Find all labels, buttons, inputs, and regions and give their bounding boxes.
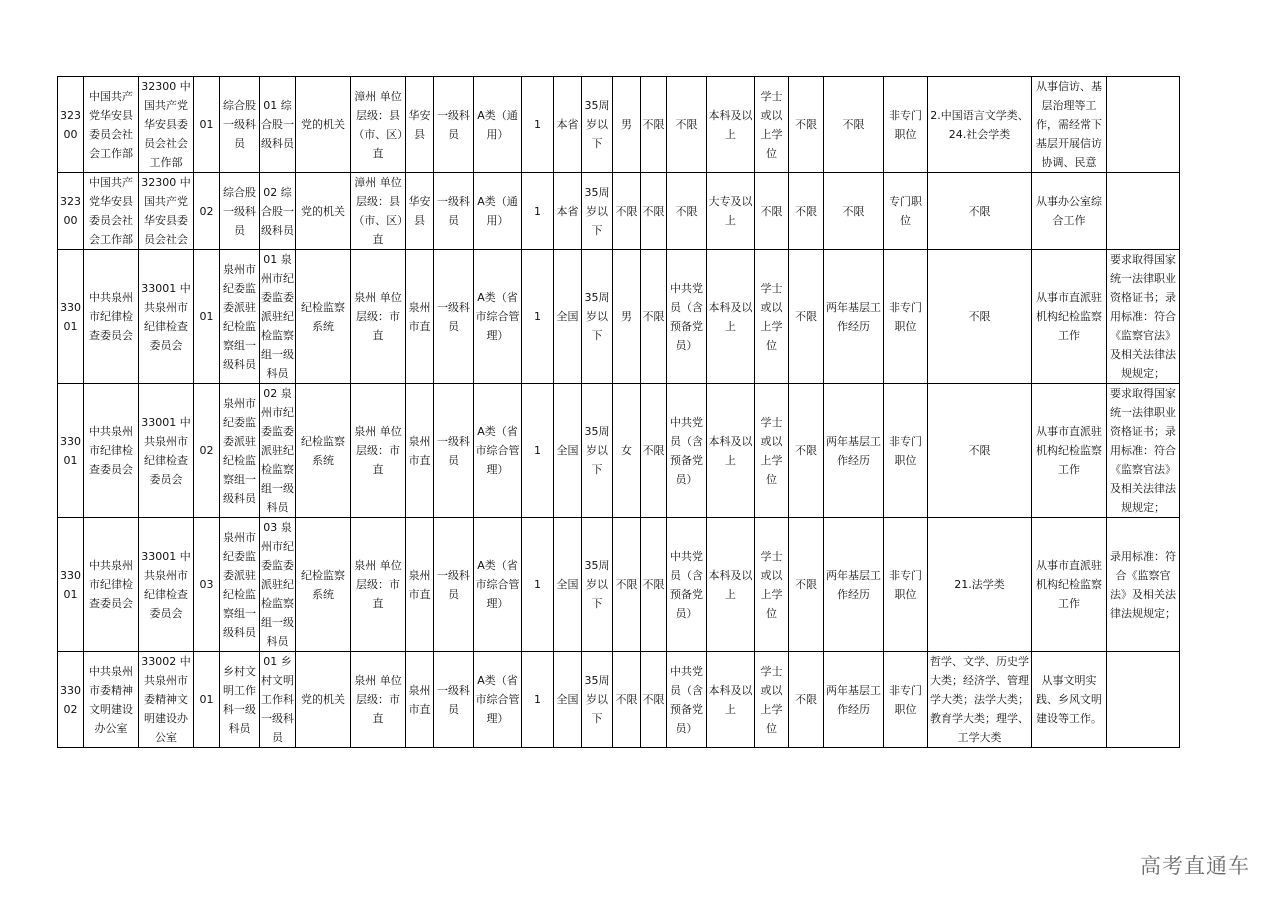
region-cell: 泉州市直: [406, 652, 434, 748]
position-name-cell: 乡村文明工作科一级科员: [220, 652, 260, 748]
political-status-cell: 中共党员（含预备党员）: [667, 652, 707, 748]
region-cell: 泉州市直: [406, 250, 434, 384]
major-cell: 不限: [928, 250, 1032, 384]
ethnicity-cell: 不限: [641, 652, 667, 748]
position-code-name-cell: 02 泉州市纪委监委派驻纪检监察组一级科员: [260, 384, 296, 518]
position-name-cell: 综合股一级科员: [220, 173, 260, 250]
position-code-name-cell: 01 综合股一级科员: [260, 77, 296, 173]
age-limit-cell: 35周岁以下: [582, 173, 613, 250]
headcount-cell: 1: [522, 652, 554, 748]
region-cell: 华安县: [406, 173, 434, 250]
degree-cell: 学士或以上学位: [755, 652, 789, 748]
table-row: [58, 652, 1180, 748]
remarks-cell: 要求取得国家统一法律职业资格证书；录用标准：符合《监察官法》及相关法律法规规定；: [1107, 250, 1180, 384]
education-cell: 本科及以上: [707, 77, 755, 173]
org-name-cell: 中国共产党华安县委员会社会工作部: [84, 77, 139, 173]
position-seq-cell: 01: [194, 250, 220, 384]
org-code-cell: 33001: [58, 518, 84, 652]
exam-category-cell: A类（省市综合管理）: [474, 250, 522, 384]
org-name-cell: 中共泉州市委精神文明建设办公室: [84, 652, 139, 748]
position-code-name-cell: 01 乡村文明工作科一级科员: [260, 652, 296, 748]
org-system-cell: 党的机关: [296, 77, 351, 173]
major-cell: 21.法学类: [928, 518, 1032, 652]
gender-cell: 女: [613, 384, 641, 518]
org-level-cell: 漳州 单位层级：县（市、区）直: [351, 77, 406, 173]
household-scope-cell: 本省: [554, 77, 582, 173]
job-duty-cell: 从事信访、基层治理等工作，需经常下基层开展信访协调、民意: [1032, 77, 1107, 173]
org-level-cell: 泉州 单位层级：市直: [351, 250, 406, 384]
position-seq-cell: 03: [194, 518, 220, 652]
work-years-cell: 不限: [789, 77, 824, 173]
major-cell: 不限: [928, 384, 1032, 518]
headcount-cell: 1: [522, 384, 554, 518]
table-row: [58, 77, 1180, 173]
position-seq-cell: 01: [194, 652, 220, 748]
org-system-cell: 纪检监察系统: [296, 384, 351, 518]
position-seq-cell: 01: [194, 77, 220, 173]
exam-category-cell: A类（通用）: [474, 173, 522, 250]
org-system-cell: 纪检监察系统: [296, 250, 351, 384]
gender-cell: 不限: [613, 518, 641, 652]
political-status-cell: 中共党员（含预备党员）: [667, 250, 707, 384]
job-duty-cell: 从事市直派驻机构纪检监察工作: [1032, 384, 1107, 518]
work-years-cell: 不限: [789, 173, 824, 250]
headcount-cell: 1: [522, 518, 554, 652]
org-name-cell: 中共泉州市纪律检查委员会: [84, 250, 139, 384]
major-cell: 不限: [928, 173, 1032, 250]
political-status-cell: 不限: [667, 77, 707, 173]
grassroots-experience-cell: 两年基层工作经历: [824, 518, 884, 652]
job-duty-cell: 从事办公室综合工作: [1032, 173, 1107, 250]
region-cell: 泉州市直: [406, 518, 434, 652]
ethnicity-cell: 不限: [641, 250, 667, 384]
rank-cell: 一级科员: [434, 173, 474, 250]
education-cell: 本科及以上: [707, 652, 755, 748]
age-limit-cell: 35周岁以下: [582, 77, 613, 173]
household-scope-cell: 全国: [554, 250, 582, 384]
major-cell: 哲学、文学、历史学大类；经济学、管理学大类；法学大类；教育学大类；理学、工学大类: [928, 652, 1032, 748]
org-level-cell: 泉州 单位层级：市直: [351, 384, 406, 518]
org-code-cell: 33002: [58, 652, 84, 748]
major-cell: 2.中国语言文学类、24.社会学类: [928, 77, 1032, 173]
org-code-name-cell: 32300 中国共产党华安县委员会社会: [139, 173, 194, 250]
headcount-cell: 1: [522, 173, 554, 250]
org-code-cell: 32300: [58, 77, 84, 173]
org-system-cell: 党的机关: [296, 173, 351, 250]
household-scope-cell: 本省: [554, 173, 582, 250]
degree-cell: 学士或以上学位: [755, 384, 789, 518]
position-name-cell: 综合股一级科员: [220, 77, 260, 173]
exam-category-cell: A类（通用）: [474, 77, 522, 173]
watermark-text: 高考直通车: [1140, 854, 1250, 878]
gender-cell: 男: [613, 250, 641, 384]
gender-cell: 不限: [613, 652, 641, 748]
ethnicity-cell: 不限: [641, 518, 667, 652]
position-type-cell: 非专门职位: [884, 384, 928, 518]
headcount-cell: 1: [522, 77, 554, 173]
position-name-cell: 泉州市纪委监委派驻纪检监察组一级科员: [220, 518, 260, 652]
rank-cell: 一级科员: [434, 384, 474, 518]
grassroots-experience-cell: 两年基层工作经历: [824, 652, 884, 748]
position-seq-cell: 02: [194, 384, 220, 518]
age-limit-cell: 35周岁以下: [582, 384, 613, 518]
org-level-cell: 泉州 单位层级：市直: [351, 518, 406, 652]
education-cell: 大专及以上: [707, 173, 755, 250]
position-type-cell: 专门职位: [884, 173, 928, 250]
political-status-cell: 中共党员（含预备党员）: [667, 518, 707, 652]
education-cell: 本科及以上: [707, 250, 755, 384]
work-years-cell: 不限: [789, 518, 824, 652]
org-code-name-cell: 33001 中共泉州市纪律检查委员会: [139, 250, 194, 384]
org-code-cell: 33001: [58, 250, 84, 384]
ethnicity-cell: 不限: [641, 384, 667, 518]
work-years-cell: 不限: [789, 384, 824, 518]
political-status-cell: 中共党员（含预备党员）: [667, 384, 707, 518]
rank-cell: 一级科员: [434, 518, 474, 652]
remarks-cell: 要求取得国家统一法律职业资格证书；录用标准：符合《监察官法》及相关法律法规规定；: [1107, 384, 1180, 518]
degree-cell: 学士或以上学位: [755, 77, 789, 173]
household-scope-cell: 全国: [554, 384, 582, 518]
table-row: [58, 384, 1180, 518]
position-seq-cell: 02: [194, 173, 220, 250]
org-system-cell: 纪检监察系统: [296, 518, 351, 652]
grassroots-experience-cell: 两年基层工作经历: [824, 384, 884, 518]
household-scope-cell: 全国: [554, 518, 582, 652]
work-years-cell: 不限: [789, 652, 824, 748]
org-code-name-cell: 32300 中国共产党华安县委员会社会工作部: [139, 77, 194, 173]
rank-cell: 一级科员: [434, 652, 474, 748]
grassroots-experience-cell: 不限: [824, 173, 884, 250]
org-system-cell: 党的机关: [296, 652, 351, 748]
remarks-cell: 录用标准：符合《监察官法》及相关法律法规规定；: [1107, 518, 1180, 652]
position-code-name-cell: 01 泉州市纪委监委派驻纪检监察组一级科员: [260, 250, 296, 384]
education-cell: 本科及以上: [707, 518, 755, 652]
age-limit-cell: 35周岁以下: [582, 518, 613, 652]
region-cell: 华安县: [406, 77, 434, 173]
ethnicity-cell: 不限: [641, 77, 667, 173]
org-code-cell: 33001: [58, 384, 84, 518]
org-name-cell: 中国共产党华安县委员会社会工作部: [84, 173, 139, 250]
education-cell: 本科及以上: [707, 384, 755, 518]
job-duty-cell: 从事市直派驻机构纪检监察工作: [1032, 250, 1107, 384]
work-years-cell: 不限: [789, 250, 824, 384]
job-duty-cell: 从事文明实践、乡风文明建设等工作。: [1032, 652, 1107, 748]
grassroots-experience-cell: 两年基层工作经历: [824, 250, 884, 384]
org-level-cell: 泉州 单位层级：市直: [351, 652, 406, 748]
table-row: [58, 518, 1180, 652]
remarks-cell: [1107, 652, 1180, 748]
ethnicity-cell: 不限: [641, 173, 667, 250]
exam-category-cell: A类（省市综合管理）: [474, 518, 522, 652]
position-code-name-cell: 03 泉州市纪委监委派驻纪检监察组一级科员: [260, 518, 296, 652]
org-name-cell: 中共泉州市纪律检查委员会: [84, 518, 139, 652]
position-type-cell: 非专门职位: [884, 77, 928, 173]
age-limit-cell: 35周岁以下: [582, 250, 613, 384]
recruitment-table: [57, 76, 1180, 748]
position-type-cell: 非专门职位: [884, 518, 928, 652]
headcount-cell: 1: [522, 250, 554, 384]
position-name-cell: 泉州市纪委监委派驻纪检监察组一级科员: [220, 250, 260, 384]
org-level-cell: 漳州 单位层级：县（市、区）直: [351, 173, 406, 250]
degree-cell: 不限: [755, 173, 789, 250]
degree-cell: 学士或以上学位: [755, 250, 789, 384]
gender-cell: 不限: [613, 173, 641, 250]
org-code-name-cell: 33002 中共泉州市委精神文明建设办公室: [139, 652, 194, 748]
org-code-cell: 32300: [58, 173, 84, 250]
position-type-cell: 非专门职位: [884, 652, 928, 748]
table-row: [58, 173, 1180, 250]
position-type-cell: 非专门职位: [884, 250, 928, 384]
exam-category-cell: A类（省市综合管理）: [474, 652, 522, 748]
region-cell: 泉州市直: [406, 384, 434, 518]
rank-cell: 一级科员: [434, 250, 474, 384]
org-name-cell: 中共泉州市纪律检查委员会: [84, 384, 139, 518]
exam-category-cell: A类（省市综合管理）: [474, 384, 522, 518]
table-row: [58, 250, 1180, 384]
org-code-name-cell: 33001 中共泉州市纪律检查委员会: [139, 384, 194, 518]
remarks-cell: [1107, 77, 1180, 173]
position-name-cell: 泉州市纪委监委派驻纪检监察组一级科员: [220, 384, 260, 518]
remarks-cell: [1107, 173, 1180, 250]
household-scope-cell: 全国: [554, 652, 582, 748]
age-limit-cell: 35周岁以下: [582, 652, 613, 748]
grassroots-experience-cell: 不限: [824, 77, 884, 173]
position-code-name-cell: 02 综合股一级科员: [260, 173, 296, 250]
degree-cell: 学士或以上学位: [755, 518, 789, 652]
job-duty-cell: 从事市直派驻机构纪检监察工作: [1032, 518, 1107, 652]
gender-cell: 男: [613, 77, 641, 173]
rank-cell: 一级科员: [434, 77, 474, 173]
org-code-name-cell: 33001 中共泉州市纪律检查委员会: [139, 518, 194, 652]
political-status-cell: 不限: [667, 173, 707, 250]
